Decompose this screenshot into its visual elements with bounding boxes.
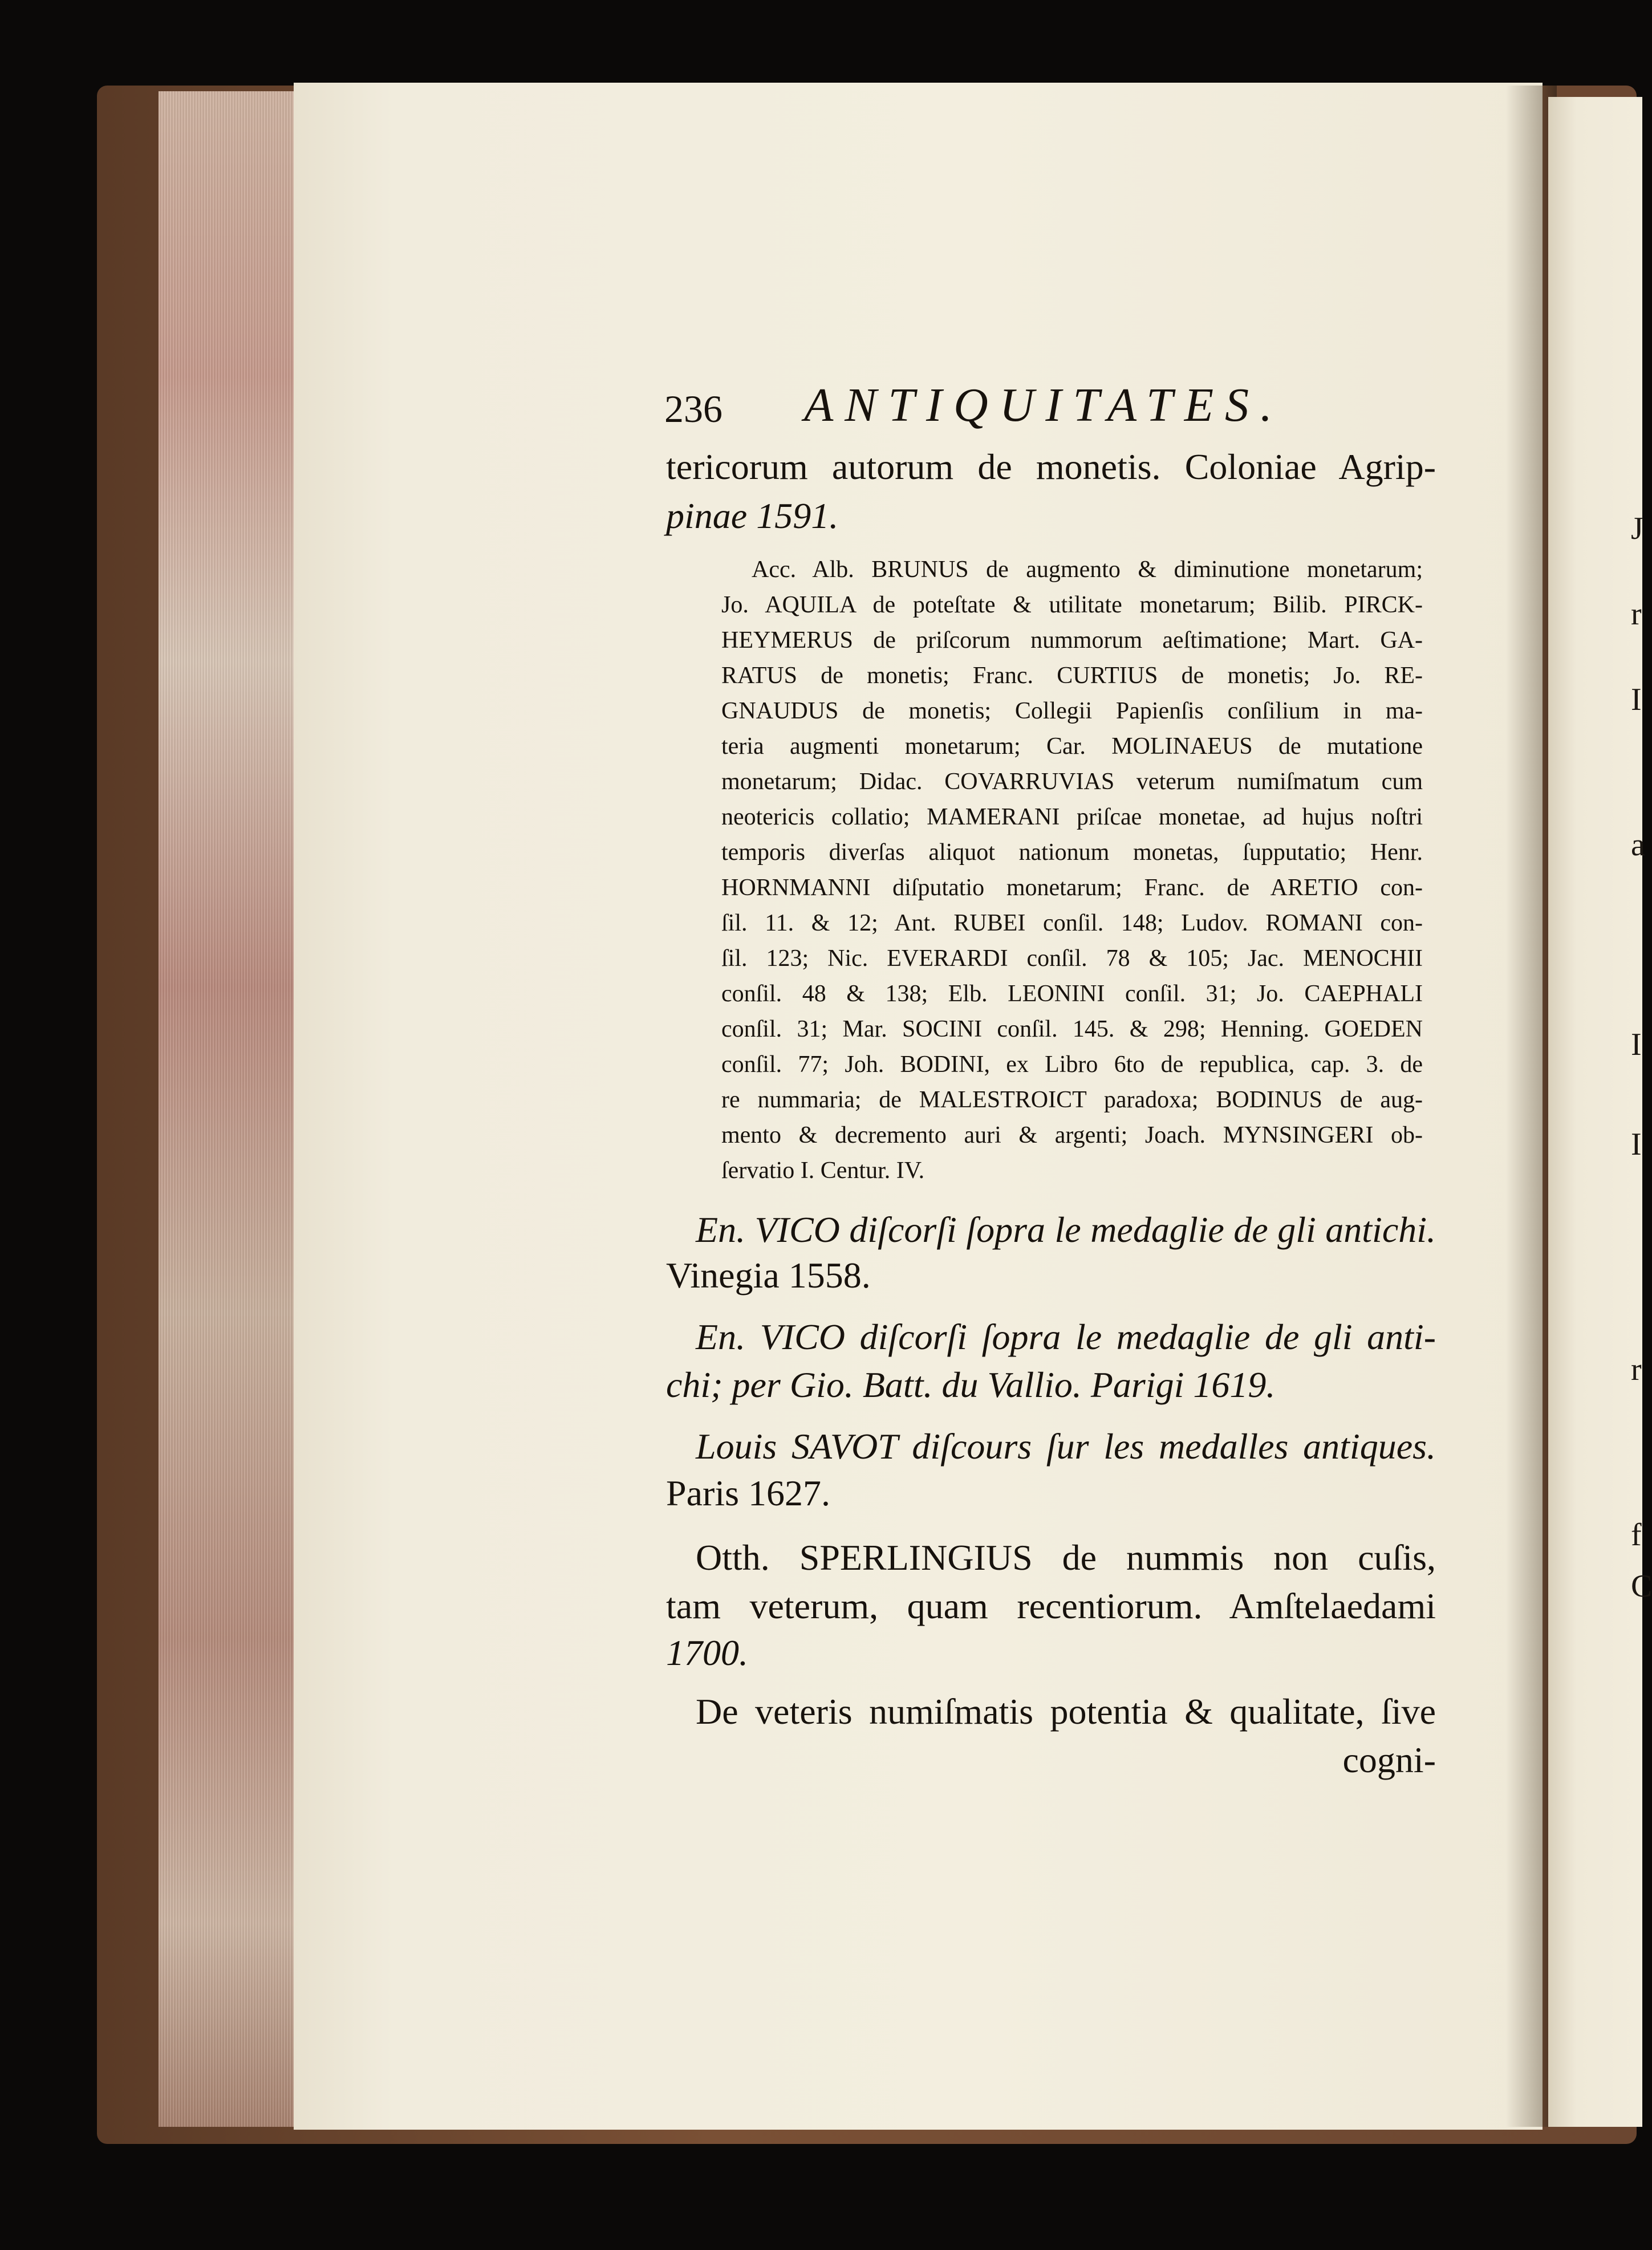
acc-line: Acc. Alb. BRUNUS de augmento & diminutione monetarum; xyxy=(752,557,1423,583)
acc-line: ſervatio I. Centur. IV. xyxy=(721,1158,925,1184)
acc-line: GNAUDUS de monetis; Collegii Papienſis conſilium in ma- xyxy=(721,698,1423,724)
entry1-line1: tericorum autorum de monetis. Coloniae Agrip- xyxy=(666,446,1436,487)
facing-fragment: a xyxy=(1631,827,1645,863)
acc-line: Jo. AQUILA de poteſtate & utilitate monetarum; Bilib. PIRCK- xyxy=(721,592,1423,618)
facing-page-edge xyxy=(1548,97,1652,2127)
acc-line: neotericis collatio; MAMERANI priſcae monetae, ad hujus noſtri xyxy=(721,804,1423,830)
facing-fragment: f xyxy=(1631,1517,1642,1553)
entry5-line3: 1700. xyxy=(666,1632,748,1673)
acc-line: RATUS de monetis; Franc. CURTIUS de monetis; Jo. RE- xyxy=(721,663,1423,689)
acc-line: conſil. 77; Joh. BODINI, ex Libro 6to de republica, cap. 3. de xyxy=(721,1051,1423,1078)
acc-line: teria augmenti monetarum; Car. MOLINAEUS de mutatione xyxy=(721,733,1423,760)
catchword: cogni- xyxy=(1342,1740,1436,1780)
entry3-line1: En. VICO diſcorſi ſopra le medaglie de gli anti- xyxy=(696,1317,1436,1357)
facing-fragment: I xyxy=(1631,1127,1642,1162)
acc-line: HEYMERUS de priſcorum nummorum aeſtimatione; Mart. GA- xyxy=(721,627,1423,653)
entry2-line1: En. VICO diſcorſi ſopra le medaglie de gli antichi. xyxy=(696,1209,1436,1250)
facing-fragment: C xyxy=(1631,1569,1652,1604)
acc-line: ſil. 123; Nic. EVERARDI conſil. 78 & 105; Jac. MENOCHII xyxy=(721,945,1423,972)
entry3-line2: chi; per Gio. Batt. du Vallio. Parigi 1619. xyxy=(666,1364,1276,1405)
acc-line: conſil. 31; Mar. SOCINI conſil. 145. & 298; Henning. GOEDEN xyxy=(721,1016,1423,1042)
running-title: ANTIQUITATES. xyxy=(804,379,1284,432)
acc-line: ſil. 11. & 12; Ant. RUBEI conſil. 148; Ludov. ROMANI con- xyxy=(721,910,1423,936)
acc-line: HORNMANNI diſputatio monetarum; Franc. de ARETIO con- xyxy=(721,875,1423,901)
facing-fragment: I xyxy=(1631,1027,1642,1062)
page-number: 236 xyxy=(664,387,723,430)
entry1-line2: pinae 1591. xyxy=(666,496,839,536)
acc-line: temporis diverſas aliquot nationum monetas, ſupputatio; Henr. xyxy=(721,839,1423,866)
facing-fragment: r xyxy=(1631,1352,1642,1387)
facing-fragment: J xyxy=(1631,511,1643,546)
entry4-line1: Louis SAVOT diſcours ſur les medalles antiques. xyxy=(696,1426,1436,1467)
facing-fragment: I xyxy=(1631,682,1642,717)
acc-line: monetarum; Didac. COVARRUVIAS veterum numiſmatum cum xyxy=(721,769,1423,795)
acc-line: re nummaria; de MALESTROICT paradoxa; BODINUS de aug- xyxy=(721,1087,1423,1113)
entry5-line2: tam veterum, quam recentiorum. Amſtelaedami xyxy=(666,1586,1436,1626)
acc-line: conſil. 48 & 138; Elb. LEONINI conſil. 31; Jo. CAEPHALI xyxy=(721,981,1423,1007)
entry5-line1: Otth. SPERLINGIUS de nummis non cuſis, xyxy=(696,1537,1436,1578)
acc-line: mento & decremento auri & argenti; Joach. MYNSINGERI ob- xyxy=(721,1122,1423,1148)
marbled-page-edges xyxy=(159,91,295,2127)
facing-fragment: r xyxy=(1631,596,1642,632)
entry2-line2: Vinegia 1558. xyxy=(666,1255,871,1295)
entry6-line1: De veteris numiſmatis potentia & qualitate, ſive xyxy=(696,1691,1436,1732)
entry4-line2: Paris 1627. xyxy=(666,1473,830,1513)
